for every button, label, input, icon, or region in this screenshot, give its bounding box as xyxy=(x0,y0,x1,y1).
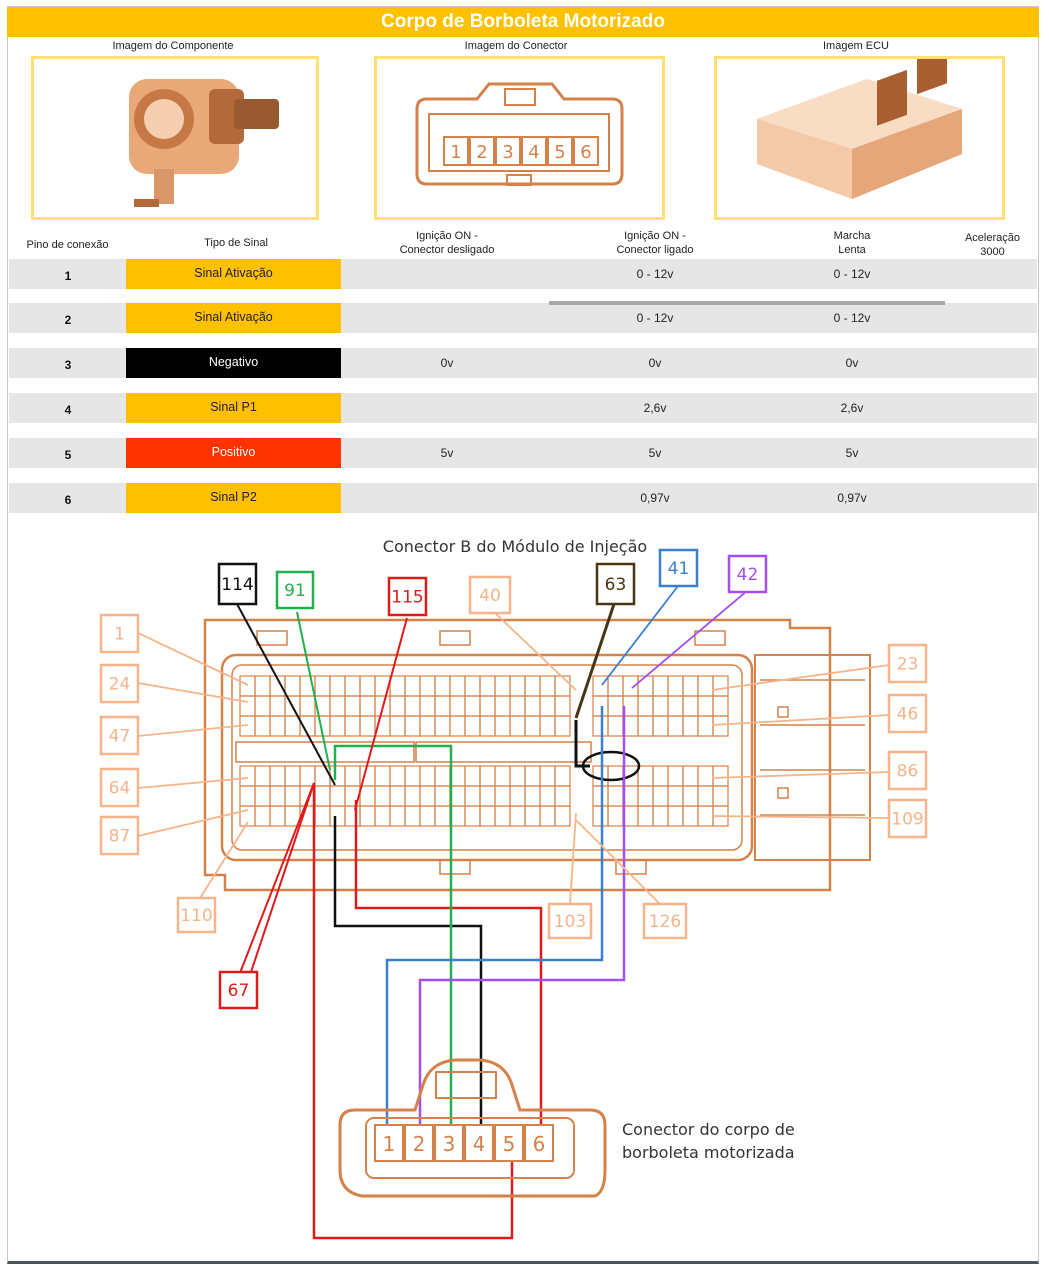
throttle-connector-latch xyxy=(436,1072,496,1098)
header-idle xyxy=(802,229,902,257)
throttle-pin-number: 5 xyxy=(502,1132,516,1156)
wire-label-63: 63 xyxy=(604,575,627,595)
ecu-pin-cell xyxy=(555,716,570,736)
leader-115 xyxy=(355,618,407,810)
pin-labels xyxy=(101,550,926,1008)
ecu-pin-cell xyxy=(435,806,450,826)
ecu-pin-cell xyxy=(390,806,405,826)
ecu-pin-cell xyxy=(510,676,525,696)
ecu-pin-cell xyxy=(480,806,495,826)
ecu-pin-cell xyxy=(608,786,623,806)
header-signal: Tipo de Sinal xyxy=(204,237,268,249)
ecu-pin-cell xyxy=(698,766,713,786)
ecu-pin-cell xyxy=(420,696,435,716)
pin-number: 6 xyxy=(64,493,72,507)
label-leader xyxy=(712,665,889,690)
ecu-pin-cell xyxy=(713,696,728,716)
label-leader xyxy=(138,633,248,685)
ecu-pin-cell xyxy=(525,676,540,696)
ecu-pin-cell xyxy=(420,766,435,786)
component-image xyxy=(31,56,319,220)
header-pin: Pino de conexão xyxy=(26,239,109,251)
ecu-pin-cell xyxy=(255,766,270,786)
ecu-pin-cell xyxy=(435,676,450,696)
throttle-pin-number: 3 xyxy=(442,1132,456,1156)
throttle-caption-line1: Conector do corpo de xyxy=(622,1120,795,1139)
ecu-pin-cell xyxy=(315,806,330,826)
wire-label-41: 41 xyxy=(667,559,690,579)
ecu-pin-cell xyxy=(390,676,405,696)
ecu-pin-cell xyxy=(668,676,683,696)
ecu-pin-cell xyxy=(638,696,653,716)
ecu-pin-label: 87 xyxy=(108,826,131,847)
ecu-pin-cell xyxy=(360,676,375,696)
ecu-pin-cell xyxy=(435,786,450,806)
pin-number: 3 xyxy=(64,358,72,372)
ecu-pin-cell xyxy=(608,716,623,736)
ecu-pin-cell xyxy=(255,696,270,716)
signal-type: Sinal Ativação xyxy=(126,303,341,333)
leader-42 xyxy=(632,590,748,688)
value-idle: 0 - 12v xyxy=(833,311,871,325)
ecu-pin-cell xyxy=(405,716,420,736)
header-accel xyxy=(950,231,1035,259)
ecu-pin-cell xyxy=(240,786,255,806)
value-on: 2,6v xyxy=(643,401,667,415)
label-leader xyxy=(712,816,889,818)
ecu-image-label: Imagem ECU xyxy=(822,40,890,52)
ecu-pin-cell xyxy=(255,716,270,736)
ecu-pin-cell xyxy=(270,766,285,786)
throttle-pin-number: 1 xyxy=(382,1132,396,1156)
ecu-pin-cell xyxy=(360,696,375,716)
ecu-pin-cell xyxy=(435,766,450,786)
ecu-pin-cell xyxy=(360,806,375,826)
diagram-title: Conector B do Módulo de Injeção xyxy=(382,537,648,556)
ecu-pin-cell xyxy=(638,806,653,826)
ecu-pin-cell xyxy=(375,786,390,806)
ecu-pin-cell xyxy=(420,716,435,736)
ecu-pin-cell xyxy=(330,716,345,736)
ecu-pin-cell xyxy=(593,806,608,826)
divider xyxy=(549,301,945,305)
ecu-pin-label: 64 xyxy=(108,778,131,799)
connector-pin-number: 6 xyxy=(580,142,592,163)
wire-label-42: 42 xyxy=(736,565,759,585)
wire-label-115: 115 xyxy=(391,587,424,608)
connector-image-label: Imagem do Conector xyxy=(464,40,568,52)
ecu-pin-cell xyxy=(683,716,698,736)
ecu-pin-cell xyxy=(345,806,360,826)
ecu-pin-cell xyxy=(285,786,300,806)
ecu-pin-label: 46 xyxy=(896,704,919,725)
throttle-connector xyxy=(340,1060,605,1196)
ecu-pin-cell xyxy=(638,786,653,806)
value-off: 5v xyxy=(440,446,454,460)
ecu-pin-cell xyxy=(465,806,480,826)
ecu-pin-cell xyxy=(495,696,510,716)
connector-pin-number: 2 xyxy=(476,142,488,163)
ecu-pin-cell xyxy=(698,696,713,716)
ecu-pin-label: 103 xyxy=(553,912,587,932)
ecu-pin-cell xyxy=(683,806,698,826)
ecu-pin-cell xyxy=(390,786,405,806)
ecu-pin-cell xyxy=(300,696,315,716)
ecu-pin-cell xyxy=(405,676,420,696)
signal-type: Sinal Ativação xyxy=(126,259,341,289)
label-leader xyxy=(712,772,889,778)
ecu-latch-hole xyxy=(778,707,788,717)
value-on: 5v xyxy=(648,446,662,460)
ecu-pin-cell xyxy=(668,806,683,826)
ecu-pin-cell xyxy=(713,676,728,696)
ecu-pin-cell xyxy=(525,766,540,786)
throttle-pin-number: 6 xyxy=(532,1132,546,1156)
ecu-module-icon xyxy=(717,59,1002,217)
ecu-pin-cell xyxy=(435,716,450,736)
ecu-pin-cell xyxy=(240,696,255,716)
ecu-pin-cell xyxy=(465,676,480,696)
connector-image xyxy=(374,56,665,220)
connector-pin-number: 3 xyxy=(502,142,514,163)
ecu-pin-cell xyxy=(480,716,495,736)
ecu-pin-cell xyxy=(525,696,540,716)
ecu-pin-cell xyxy=(465,696,480,716)
value-off: 0v xyxy=(440,356,454,370)
ecu-pin-cell xyxy=(698,786,713,806)
ecu-pin-cell xyxy=(555,766,570,786)
ecu-pin-cell xyxy=(713,716,728,736)
leader-67b xyxy=(240,783,314,973)
ecu-pin-cell xyxy=(435,696,450,716)
page-title: Corpo de Borboleta Motorizado xyxy=(7,7,1039,37)
ecu-pin-label: 1 xyxy=(114,624,125,645)
ecu-pin-cell xyxy=(405,766,420,786)
ecu-pin-cell xyxy=(510,766,525,786)
throttle-body-icon xyxy=(34,59,316,217)
ecu-pin-cell xyxy=(345,676,360,696)
ecu-pin-cell xyxy=(510,806,525,826)
wire-label-114: 114 xyxy=(221,575,254,595)
ecu-pin-label-67: 67 xyxy=(227,981,250,1001)
ecu-pin-cell xyxy=(713,786,728,806)
ecu-pin-cell xyxy=(555,676,570,696)
ecu-pin-label: 23 xyxy=(896,654,919,675)
pin-number: 5 xyxy=(64,448,72,462)
ecu-pin-cell xyxy=(480,696,495,716)
ecu-tab xyxy=(616,860,646,874)
ecu-pin-cell xyxy=(270,786,285,806)
ecu-pin-cell xyxy=(495,766,510,786)
ecu-pin-cell xyxy=(593,766,608,786)
ecu-pin-cell xyxy=(555,696,570,716)
ecu-pin-cell xyxy=(315,766,330,786)
ecu-pin-cell xyxy=(653,696,668,716)
ecu-pin-cell xyxy=(510,716,525,736)
ecu-pin-cell xyxy=(683,766,698,786)
ecu-latch-hole xyxy=(778,788,788,798)
ecu-pin-cell xyxy=(540,716,555,736)
ecu-pin-cell xyxy=(405,806,420,826)
pin-number: 1 xyxy=(64,269,72,283)
ecu-pin-label: 86 xyxy=(896,761,919,782)
ecu-pin-cell xyxy=(668,696,683,716)
ecu-pin-cell xyxy=(270,806,285,826)
ecu-pin-cell xyxy=(390,766,405,786)
connector-pin-number: 1 xyxy=(450,142,462,163)
ecu-pin-cell xyxy=(345,716,360,736)
ecu-pin-cell xyxy=(495,676,510,696)
ecu-pin-cell xyxy=(525,806,540,826)
ecu-pin-cell xyxy=(285,716,300,736)
ecu-pin-label: 126 xyxy=(648,912,682,932)
ecu-pin-cell xyxy=(285,766,300,786)
header-ign-on xyxy=(575,229,735,257)
header-idle-line2: Lenta xyxy=(838,244,866,256)
ecu-pin-label: 24 xyxy=(108,674,131,695)
ecu-pin-cell xyxy=(525,716,540,736)
ecu-pin-cell xyxy=(540,766,555,786)
ecu-pin-cell xyxy=(668,716,683,736)
ecu-pin-cell xyxy=(608,676,623,696)
ecu-pin-cell xyxy=(525,786,540,806)
ecu-pin-cell xyxy=(420,786,435,806)
ecu-pin-cell xyxy=(698,676,713,696)
value-on: 0v xyxy=(648,356,662,370)
ecu-pin-cell xyxy=(495,716,510,736)
ecu-pin-cell xyxy=(450,676,465,696)
ecu-pin-cell xyxy=(240,766,255,786)
wiring-diagram xyxy=(0,520,1049,1265)
ecu-pin-cell xyxy=(420,806,435,826)
label-leader xyxy=(712,715,889,725)
value-on: 0 - 12v xyxy=(636,311,674,325)
wire-label-91: 91 xyxy=(284,581,306,601)
ecu-pin-cell xyxy=(330,786,345,806)
ecu-pin-cell xyxy=(330,696,345,716)
ecu-pin-cell xyxy=(360,786,375,806)
ecu-pin-cell xyxy=(480,676,495,696)
ecu-pin-cell xyxy=(420,676,435,696)
ecu-pin-label: 40 xyxy=(479,586,501,606)
ecu-pin-cell xyxy=(360,716,375,736)
ecu-pin-cell xyxy=(405,786,420,806)
ecu-pin-cell xyxy=(450,696,465,716)
ecu-pin-cell xyxy=(255,806,270,826)
ecu-latch xyxy=(755,655,870,860)
connector-pin-number: 4 xyxy=(528,142,540,163)
header-ign-off-line2: Conector desligado xyxy=(399,244,495,256)
ecu-pin-label: 47 xyxy=(108,726,131,747)
ecu-tab xyxy=(440,860,470,874)
value-idle: 5v xyxy=(845,446,859,460)
leader-63 xyxy=(576,598,616,718)
label-leader xyxy=(495,613,576,690)
ecu-pin-cell xyxy=(495,806,510,826)
ecu-pin-cell xyxy=(555,786,570,806)
ecu-pin-cell xyxy=(240,676,255,696)
header-ign-off-line1: Ignição ON - xyxy=(416,230,478,242)
connector-pin-number: 5 xyxy=(554,142,566,163)
ecu-pin-cell xyxy=(683,676,698,696)
ecu-pin-cell xyxy=(510,786,525,806)
signal-type: Sinal P2 xyxy=(126,483,341,513)
ecu-pin-cell xyxy=(608,766,623,786)
ecu-tab xyxy=(440,631,470,645)
ecu-image xyxy=(714,56,1005,220)
ecu-pin-cell xyxy=(540,676,555,696)
ecu-pin-cell xyxy=(683,696,698,716)
ecu-pin-cell xyxy=(390,696,405,716)
ecu-pin-cell xyxy=(638,766,653,786)
ecu-pin-cell xyxy=(390,716,405,736)
ecu-pin-cell xyxy=(375,806,390,826)
ecu-pin-cell xyxy=(315,786,330,806)
header-ign-on-line2: Conector ligado xyxy=(616,244,694,256)
ecu-pin-cell xyxy=(480,766,495,786)
component-image-label: Imagem do Componente xyxy=(112,40,234,52)
ecu-pin-cell xyxy=(540,806,555,826)
ecu-pin-cell xyxy=(608,806,623,826)
ecu-pin-cell xyxy=(330,766,345,786)
ecu-pin-label: 109 xyxy=(891,809,924,830)
ecu-pin-cell xyxy=(555,806,570,826)
ecu-pin-cell xyxy=(465,786,480,806)
ecu-pin-cell xyxy=(465,766,480,786)
ecu-pin-cell xyxy=(593,716,608,736)
value-idle: 2,6v xyxy=(840,401,864,415)
ecu-pin-cell xyxy=(375,766,390,786)
value-on: 0 - 12v xyxy=(636,267,674,281)
ecu-pin-cell xyxy=(540,786,555,806)
signal-type: Positivo xyxy=(126,438,341,468)
ecu-pin-cell xyxy=(608,696,623,716)
ecu-pin-cell xyxy=(698,716,713,736)
ecu-pin-cell xyxy=(593,696,608,716)
header-ign-off xyxy=(367,229,527,257)
header-accel-line1: Aceleração xyxy=(964,232,1021,244)
ecu-pin-cell xyxy=(270,716,285,736)
ecu-pin-cell xyxy=(683,786,698,806)
ecu-tab xyxy=(695,631,725,645)
value-idle: 0,97v xyxy=(837,491,867,505)
wire-pin6-red xyxy=(356,800,541,1125)
signal-type: Negativo xyxy=(126,348,341,378)
ecu-pin-cell xyxy=(638,716,653,736)
header-accel-line2: 3000 xyxy=(980,246,1005,258)
wire-pin5-red xyxy=(314,783,512,1238)
ecu-pin-cell xyxy=(713,766,728,786)
ecu-pin-cell xyxy=(450,716,465,736)
ecu-pin-cell xyxy=(638,676,653,696)
ecu-pin-cell xyxy=(698,806,713,826)
ecu-pin-label: 110 xyxy=(180,906,213,926)
ecu-pin-cell xyxy=(653,676,668,696)
ecu-pin-cell xyxy=(668,766,683,786)
ecu-pin-cell xyxy=(653,716,668,736)
ecu-pin-cell xyxy=(345,766,360,786)
ecu-tab xyxy=(257,631,287,645)
ecu-pin-cell xyxy=(255,676,270,696)
label-leader xyxy=(576,820,660,904)
ecu-connector xyxy=(205,620,870,890)
pin-number: 4 xyxy=(64,403,72,417)
pin-number: 2 xyxy=(64,313,72,327)
ecu-pin-cell xyxy=(593,786,608,806)
ecu-pin-cell xyxy=(480,786,495,806)
ecu-pin-cell xyxy=(255,786,270,806)
value-idle: 0v xyxy=(845,356,859,370)
ecu-pin-cell xyxy=(653,766,668,786)
ecu-pin-cell xyxy=(405,696,420,716)
throttle-caption-line2: borboleta motorizada xyxy=(622,1143,795,1162)
signal-type: Sinal P1 xyxy=(126,393,341,423)
throttle-pin-number: 2 xyxy=(412,1132,426,1156)
ecu-pin-cell xyxy=(285,676,300,696)
ecu-pin-cell xyxy=(510,696,525,716)
ecu-pin-cell xyxy=(668,786,683,806)
ecu-pin-cell xyxy=(315,676,330,696)
ecu-pin-cell xyxy=(270,696,285,716)
ecu-pin-cell xyxy=(653,806,668,826)
value-on: 0,97v xyxy=(640,491,670,505)
ecu-pin-cell xyxy=(345,696,360,716)
ecu-pin-cell xyxy=(653,786,668,806)
header-ign-on-line1: Ignição ON - xyxy=(624,230,686,242)
value-idle: 0 - 12v xyxy=(833,267,871,281)
ecu-pin-cell xyxy=(330,806,345,826)
ecu-pin-cell xyxy=(330,676,345,696)
header-idle-line1: Marcha xyxy=(833,230,871,242)
ecu-pin-cell xyxy=(495,786,510,806)
throttle-pin-number: 4 xyxy=(472,1132,486,1156)
ecu-pin-cell xyxy=(465,716,480,736)
ecu-pin-cell xyxy=(540,696,555,716)
